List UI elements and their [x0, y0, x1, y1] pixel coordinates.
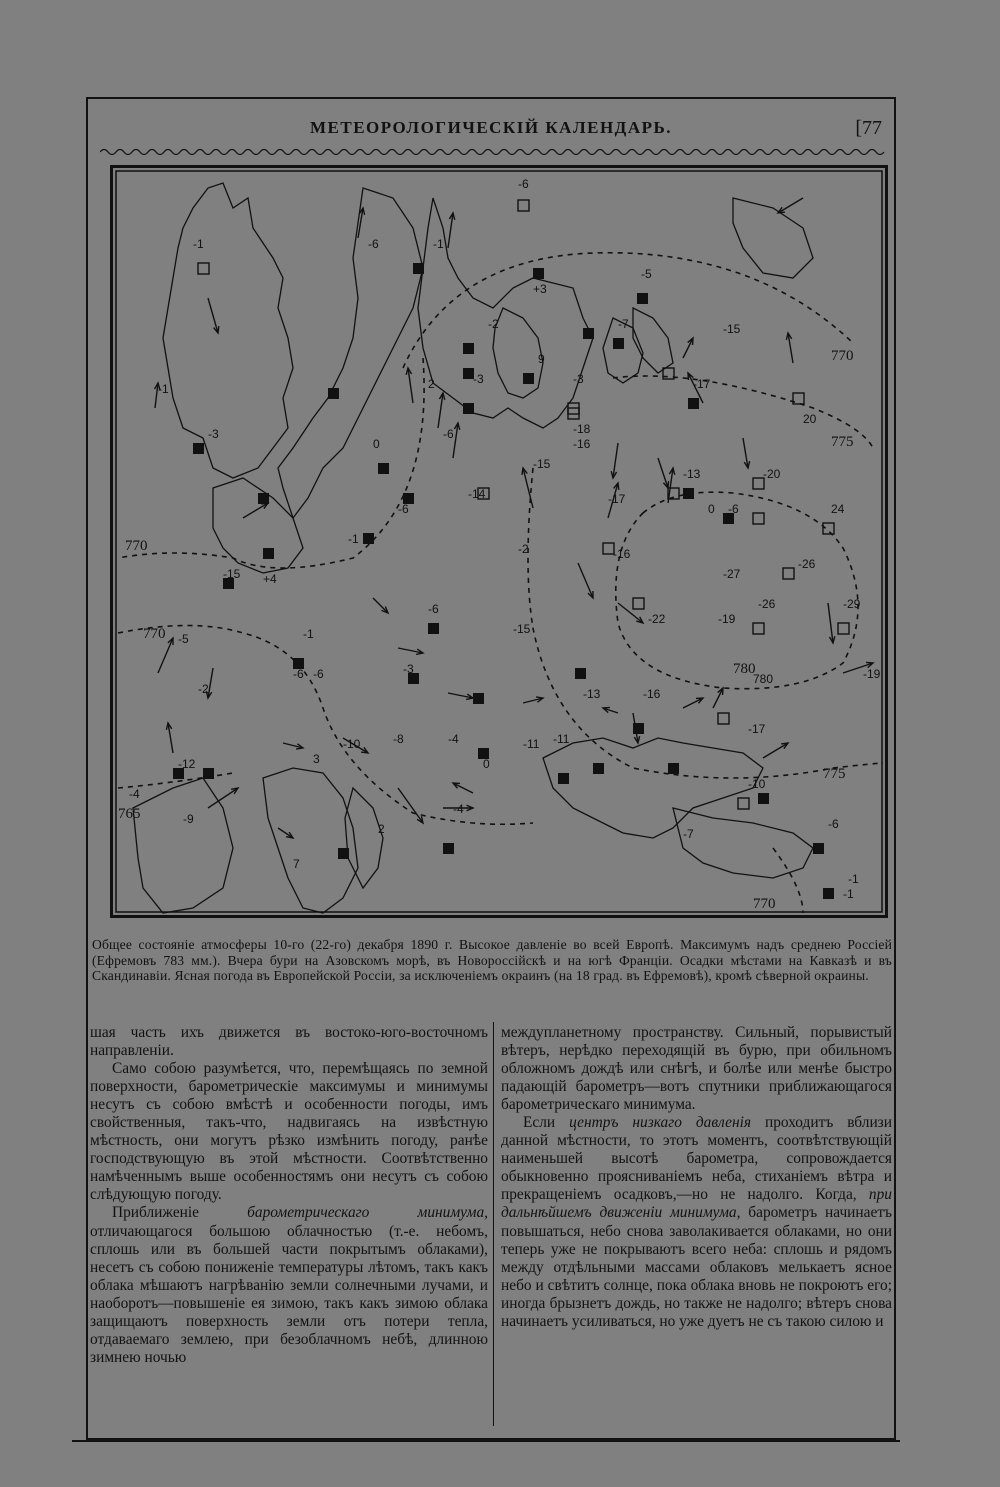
left-paragraph-1: шая часть ихъ движется въ востоко-юго-восточномъ направленіи.: [90, 1024, 488, 1060]
wind-arrow: [778, 198, 803, 213]
station-filled: [583, 328, 594, 339]
station-number: -6: [368, 237, 379, 251]
station-number: -8: [393, 732, 404, 746]
left-p3-rest: отличающагося большою облачностью (т.-е. небомъ, сплошь или въ большей части покрытымъ облаками), несетъ съ собою пониженіе температуры лѣтомъ, такъ какъ облака мѣшаютъ нагрѣванію земли солнечными лучами, и наоборотъ—повышеніе ея зимою, такъ какъ зимою облака защищаютъ поверхность земли отъ потери тепла, отдаваемаго землею, при безоблачномъ небѣ, длинною зимнею ночью: [90, 1222, 488, 1366]
station-number: -15: [723, 322, 741, 336]
station-number: -16: [643, 687, 661, 701]
station-number: -10: [748, 777, 766, 791]
isobar-label: 770: [753, 896, 776, 912]
station-filled: [328, 388, 339, 399]
station-filled: [823, 888, 834, 899]
wind-arrow: [618, 603, 643, 623]
station-number: -15: [533, 457, 551, 471]
wind-arrow: [683, 698, 703, 708]
wind-arrow: [158, 638, 173, 673]
wind-arrows: [155, 198, 873, 838]
station-filled: [758, 793, 769, 804]
station-filled: [558, 773, 569, 784]
station-number: -1: [193, 237, 204, 251]
station-number: 2: [378, 822, 385, 836]
station-number: +3: [533, 282, 547, 296]
station-empty: [663, 368, 674, 379]
station-number: 3: [313, 752, 320, 766]
station-number: -16: [613, 547, 631, 561]
wind-arrow: [828, 603, 833, 643]
station-filled: [443, 843, 454, 854]
station-filled: [263, 548, 274, 559]
station-filled: [683, 488, 694, 499]
station-filled: [378, 463, 389, 474]
wind-arrow: [243, 503, 268, 518]
station-empty: [718, 713, 729, 724]
right-p2-emphasis-1: центръ низкаго давленія: [569, 1114, 752, 1132]
station-filled: [473, 693, 484, 704]
station-empty: [753, 513, 764, 524]
right-p2-mid: проходитъ вблизи данной мѣстности, то этотъ моментъ, соотвѣтствующій наименьшей высотѣ барометра, сопровождается обыкновенно проясниваніемъ неба, стиханіемъ вѣтра и прекращеніемъ осадковъ,—но не надолго. Когда,: [501, 1114, 892, 1204]
station-number: -6: [313, 667, 324, 681]
left-column: [90, 1024, 488, 1367]
station-filled: [668, 763, 679, 774]
station-number: 2: [428, 377, 435, 391]
bottom-rule: [72, 1440, 900, 1442]
isobar-label: 775: [831, 434, 854, 450]
station-number: 7: [293, 857, 300, 871]
wind-arrow: [658, 458, 668, 488]
station-filled: [813, 843, 824, 854]
station-number: -1: [433, 237, 444, 251]
isobar-label: 770: [831, 348, 854, 364]
station-number: -6: [443, 427, 454, 441]
station-number: -6: [728, 502, 739, 516]
station-number: -17: [608, 492, 626, 506]
station-empty: [783, 568, 794, 579]
wind-arrow: [763, 743, 788, 758]
station-number: -3: [403, 662, 414, 676]
station-empty: [838, 623, 849, 634]
right-p2-emphasis-2: при дальнѣйшемъ движеніи минимума,: [501, 1186, 892, 1222]
wind-arrow: [278, 828, 293, 838]
left-paragraph-2: Само собою разумѣется, что, перемѣщаясь по земной поверхности, барометрическіе максимумы и минимумы несутъ съ собою вмѣстѣ и особенности погоды, имъ свойственныя, такъ-что, надвигаясь на извѣстную мѣстность, они могутъ рѣзко измѣнить погоду, ранѣе господствующую въ этой мѣстности. Соотвѣтственно намѣченнымъ выше особенностямъ они несутъ съ собою слѣдующую погоду.: [90, 1060, 488, 1204]
station-number: -26: [798, 557, 816, 571]
station-number: -16: [573, 437, 591, 451]
station-number: 0: [373, 437, 380, 451]
station-number: -1: [348, 532, 359, 546]
station-number: -17: [748, 722, 766, 736]
station-number: -27: [723, 567, 741, 581]
right-column: [501, 1024, 892, 1331]
station-number: -6: [398, 502, 409, 516]
station-number: -7: [683, 827, 694, 841]
isobar-label: 775: [823, 766, 846, 782]
station-number: -1: [158, 382, 169, 396]
station-filled: [575, 668, 586, 679]
weather-map: [110, 165, 888, 918]
wind-arrow: [208, 298, 218, 333]
station-number: -3: [473, 372, 484, 386]
station-number: -3: [208, 427, 219, 441]
station-number: -6: [828, 817, 839, 831]
station-number: -15: [513, 622, 531, 636]
station-number: 20: [803, 412, 817, 426]
station-filled: [463, 403, 474, 414]
station-number: -6: [428, 602, 439, 616]
isobar-label: 770: [125, 538, 148, 554]
station-number: -26: [758, 597, 776, 611]
right-paragraph-2: [501, 1114, 892, 1331]
station-filled: [593, 763, 604, 774]
station-number: -2: [488, 317, 499, 331]
station-empty: [198, 263, 209, 274]
station-number: 780: [753, 672, 774, 686]
wind-arrow: [713, 688, 723, 708]
station-filled: [413, 263, 424, 274]
station-number: -9: [183, 812, 194, 826]
station-number: -5: [641, 267, 652, 281]
station-filled: [428, 623, 439, 634]
station-number: -11: [523, 737, 540, 751]
coastlines: [133, 183, 813, 913]
station-number: -18: [573, 422, 591, 436]
column-divider: [493, 1022, 494, 1426]
station-number: -10: [343, 737, 361, 751]
station-number: -1: [303, 627, 314, 641]
station-number: -2: [518, 542, 529, 556]
station-filled: [688, 398, 699, 409]
station-number: -22: [648, 612, 666, 626]
wind-arrow: [578, 563, 593, 598]
station-filled: [338, 848, 349, 859]
right-p2-rest: барометръ начинаетъ повышаться, небо снова заволакивается облаками, но они теперь уже не покрываютъ всего неба: сплошь и рядомъ между отдѣльными массами облаковъ мелькаетъ ясное небо и свѣтитъ солнце, пока облака вновь не покроютъ его; иногда брызнетъ дождь, но также не надолго; вѣтеръ снова начинаетъ усиливаться, но уже дуетъ не съ такою силою и: [501, 1204, 893, 1330]
wind-arrow: [373, 598, 388, 613]
left-p3-emphasis: барометрическаго минимума,: [247, 1204, 488, 1222]
station-number: -4: [129, 787, 140, 801]
wind-arrow: [523, 468, 533, 508]
station-empty: [518, 200, 529, 211]
station-filled: [463, 343, 474, 354]
page-number: [77: [855, 117, 882, 139]
running-head: [88, 118, 894, 148]
station-number: -3: [573, 372, 584, 386]
station-number: -29: [843, 597, 861, 611]
left-p3-start: Приближеніе: [112, 1204, 248, 1222]
isobar-label: 780: [733, 661, 756, 677]
station-empty: [633, 598, 644, 609]
station-number: -13: [583, 687, 601, 701]
station-number: -13: [683, 467, 701, 481]
station-number: -2: [198, 682, 209, 696]
wind-arrow: [398, 788, 423, 823]
station-filled: [203, 768, 214, 779]
station-number: +4: [263, 572, 277, 586]
station-number: -12: [178, 757, 196, 771]
station-number: 9: [538, 352, 545, 366]
station-empty: [738, 798, 749, 809]
station-number: -7: [618, 317, 629, 331]
weather-map-svg: [113, 168, 885, 915]
station-number: -5: [178, 632, 189, 646]
station-number: -4: [453, 802, 464, 816]
isobar-label: 770: [143, 626, 166, 642]
station-number: -6: [293, 667, 304, 681]
left-paragraph-3: [90, 1204, 488, 1366]
station-number: -14: [468, 487, 486, 501]
station-number: -17: [693, 377, 711, 391]
station-number: -1: [843, 887, 854, 901]
station-number: -4: [448, 732, 459, 746]
station-filled: [613, 338, 624, 349]
station-filled: [363, 533, 374, 544]
station-number: -15: [223, 567, 241, 581]
running-title: МЕТЕОРОЛОГИЧЕСКІЙ КАЛЕНДАРЬ.: [309, 118, 673, 137]
station-filled: [533, 268, 544, 279]
isobar-label: 765: [118, 806, 141, 822]
right-p2-start: Если: [523, 1114, 570, 1132]
station-filled: [523, 373, 534, 384]
station-filled: [258, 493, 269, 504]
stations: [173, 200, 849, 899]
station-number: -11: [553, 732, 570, 746]
station-number: -19: [718, 612, 736, 626]
station-filled: [193, 443, 204, 454]
station-empty: [753, 623, 764, 634]
station-number: -20: [763, 467, 781, 481]
wind-arrow: [683, 338, 693, 358]
map-caption: Общее состояніе атмосферы 10-го (22-го) декабря 1890 г. Высокое давленіе во всей Европѣ. Максимумъ надъ среднею Россіей (Ефремовъ 783 мм.). Вчера бури на Азовскомъ морѣ, въ Новороссійскѣ и на югѣ Франціи. Осадки мѣстами на Кавказѣ и въ Скандинавіи. Ясная погода въ Европейской Россіи, за исключеніемъ окраинъ (на 18 град. въ Ефремовѣ), кромѣ сѣверной окраины.: [92, 937, 892, 984]
right-paragraph-1: междупланетному пространству. Сильный, порывистый вѣтеръ, нерѣдко переходящій въ бурю, при обильномъ обложномъ дождѣ или снѣгѣ, и болѣе или менѣе быстро падающій барометръ—вотъ спутники приближающагося барометрическаго минимума.: [501, 1024, 892, 1114]
station-number: -6: [518, 177, 529, 191]
wavy-rule: [100, 146, 890, 158]
station-number: 0: [708, 502, 715, 516]
wind-arrow: [208, 788, 238, 808]
station-filled: [637, 293, 648, 304]
station-number: -19: [863, 667, 881, 681]
station-number: 0: [483, 757, 490, 771]
station-number: 24: [831, 502, 845, 516]
station-number: -1: [848, 872, 859, 886]
wind-arrow: [453, 783, 473, 793]
